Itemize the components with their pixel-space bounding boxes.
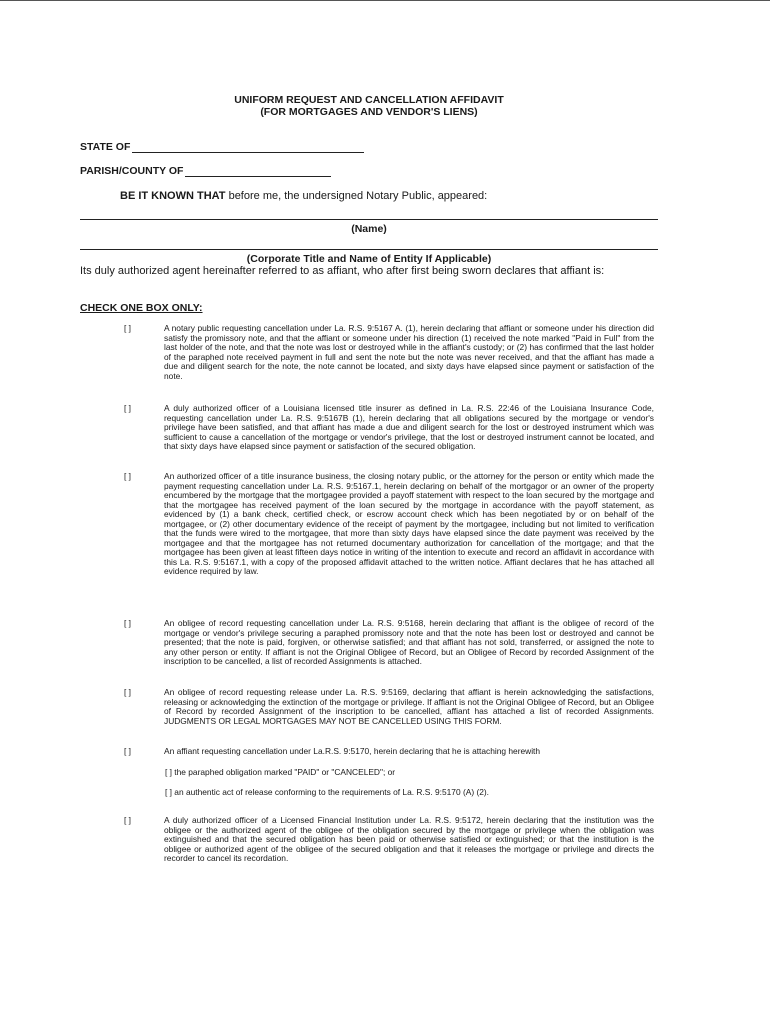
sub-option-authentic-act[interactable]: [ ] an authentic act of release conforming to the requirements of La. R.S. 9:5170 (A) (2). <box>165 787 490 797</box>
checkbox[interactable]: [ ] <box>124 471 131 481</box>
form-title <box>80 94 658 118</box>
option-text: An affiant requesting cancellation under La.R.S. 9:5170, herein declaring that he is attaching herewith <box>164 746 541 756</box>
state-label: STATE OF <box>80 141 131 153</box>
sub-option-paid[interactable]: [ ] the paraphed obligation marked "PAID" or "CANCELED"; or <box>165 767 396 777</box>
parish-label: PARISH/COUNTY OF <box>80 165 184 177</box>
known-lead: BE IT KNOWN THAT <box>120 190 226 202</box>
corporate-signature-line[interactable] <box>80 249 658 250</box>
option-text: An obligee of record requesting release under La. R.S. 9:5169, declaring that affiant is herein acknowledging the satisfactions, releasing or acknowledging the extinction of the mortgage or privilege. If affiant is not the Original Obligee of Record, but an Obligee of Record by recorded Assignment of the inscription to be cancelled, affiant has attached a list of recorded Assignments. JUDGMENTS OR LEGAL MORTGAGES MAY NOT BE CANCELLED USING THIS FORM. <box>164 687 654 726</box>
parish-field <box>80 165 331 177</box>
agent-declaration: Its duly authorized agent hereinafter referred to as affiant, who after first being sworn declares that affiant is: <box>80 265 605 277</box>
option-text: A duly authorized officer of a Licensed Financial Institution under La. R.S. 9:5172, herein declaring that the institution was the obligee or the authorized agent of the obligee of the obligation secured by the mortgage or privilege when the obligation was extinguished and that the secured obligation has been paid or otherwise satisfied or extinguished; or that the institution is the obligee or authorized agent of the obligee of the secured obligation and that it releases the mortgage or privilege and directs the recorder to cancel its recordation. <box>164 815 654 863</box>
be-it-known-line <box>120 190 487 202</box>
checkbox[interactable]: [ ] <box>124 323 131 333</box>
name-label: (Name) <box>351 223 387 235</box>
parish-blank[interactable] <box>185 166 331 177</box>
name-signature-line[interactable] <box>80 219 658 220</box>
check-one-heading: CHECK ONE BOX ONLY: <box>80 302 203 314</box>
option-text: A duly authorized officer of a Louisiana licensed title insurer as defined in La. R.S. 22:46 of the Louisiana Insurance Code, requesting cancellation under La. R.S. 9:5167B (1), herein declaring that all obligations secured by the mortgage or vendor's privilege have been satisfied, and that affiant has made a due and diligent search for the lost or destroyed instrument which was sufficient to cause a cancellation of the mortgage or vendor's privilege, that the lost or destroyed instrument cannot be located, and that sixty days have elapsed since payment or satisfaction of the secured obligation. <box>164 403 654 451</box>
checkbox[interactable]: [ ] <box>124 618 131 628</box>
top-edge-line <box>0 0 770 1</box>
affidavit-page <box>80 94 658 863</box>
checkbox[interactable]: [ ] <box>124 687 131 697</box>
option-text: A notary public requesting cancellation under La. R.S. 9:5167 A. (1), herein declaring that affiant or someone under his direction did satisfy the promissory note, and that the affiant or someone under his direction (1) received the note marked "Paid in Full" from the last holder of the note, and that the note was lost or destroyed while in the affiant's custody; or (2) has confirmed that the last holder of the paraphed note received payment in full and sent the note but the note was never received, and that the affiant has made a due and diligent search for the note, the note cannot be located, and sixty days have elapsed since payment or satisfaction of the note. <box>164 323 654 381</box>
checkbox[interactable]: [ ] <box>124 403 131 413</box>
checkbox[interactable]: [ ] <box>124 746 131 756</box>
title-line-2: (FOR MORTGAGES AND VENDOR'S LIENS) <box>260 106 478 118</box>
checkbox[interactable]: [ ] <box>124 815 131 825</box>
option-text: An obligee of record requesting cancellation under La. R.S. 9:5168, herein declaring that affiant is the obligee of record of the mortgage or vendor's privilege securing a paraphed promissory note and that the note has been lost or destroyed and cannot be presented; that the note is paid, forgiven, or otherwise satisfied; and that affiant has not sold, transferred, or assigned the note to any other person or entity. If affiant is not the Original Obligee of Record, but an Obligee of Record by recorded Assignment of the inscription to be cancelled, a list of recorded Assignments is attached. <box>164 618 654 666</box>
state-blank[interactable] <box>132 142 364 153</box>
known-rest: before me, the undersigned Notary Public, appeared: <box>225 190 488 202</box>
option-text: An authorized officer of a title insurance business, the closing notary public, or the attorney for the person or entity which made the payment requesting cancellation under La. R.S. 9:5167.1, herein declaring on behalf of the mortgagor or an owner of the property encumbered by the mortgage that the mortgagee provided a payoff statement with respect to the loan secured by the mortgage and that the mortgagee has received payment of the loan secured by the mortgage in accordance with the payoff statement, as evidenced by (1) a bank check, certified check, or escrow account check which has been negotiated by or on behalf of the mortgagee, or (2) other documentary evidence of the receipt of payment by the mortgagee, including but not limited to verification that the funds were wired to the mortgagee, that more than sixty days have elapsed since the date payment was received by the mortgagee and that the mortgagee has not returned documentary authorization for cancellation of the mortgage; and that the mortgagee has been given at least fifteen days notice in writing of the intention to execute and record an affidavit in accordance with this La. R.S. 9:5167.1, with a copy of the proposed affidavit attached to the written notice. Affiant declares that he has attached all evidence required by law. <box>164 471 654 576</box>
title-line-1: UNIFORM REQUEST AND CANCELLATION AFFIDAVIT <box>234 94 504 106</box>
state-field <box>80 141 364 153</box>
corporate-label: (Corporate Title and Name of Entity If Applicable) <box>246 253 492 265</box>
